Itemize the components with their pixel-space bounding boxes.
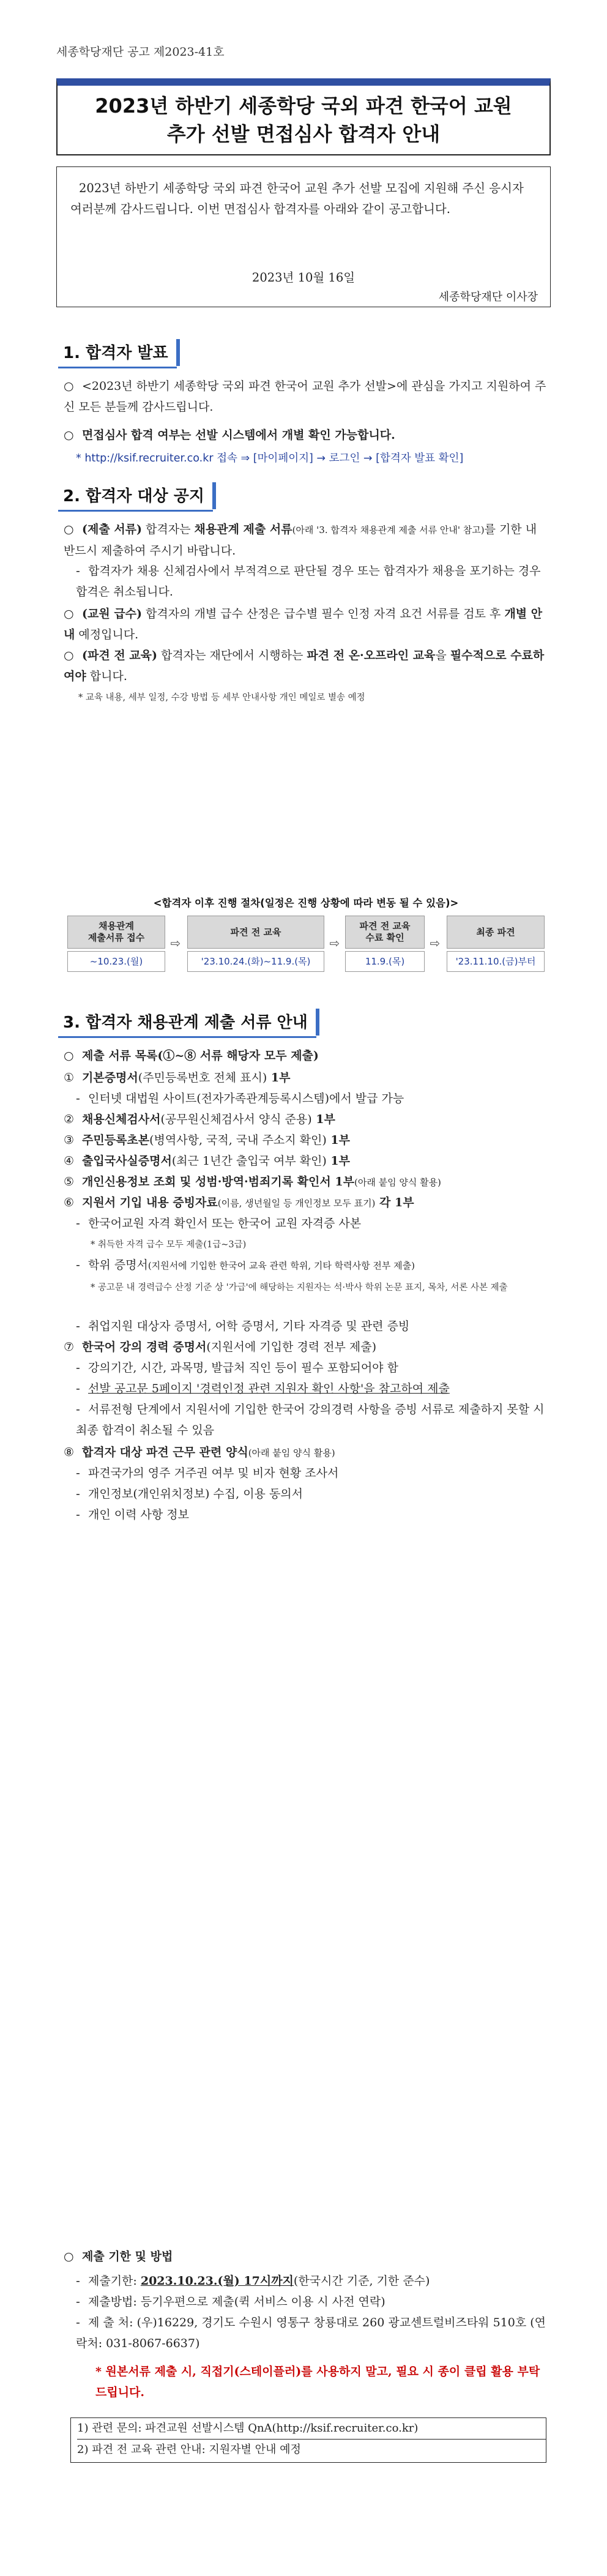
sec1-item1	[64, 376, 547, 417]
dash-bullet: -	[76, 2316, 80, 2329]
text: 합격자가 채용 신체검사에서 부적격으로 판단될 경우 또는 합격자가 채용을 포기하는 경우 합격은 취소됩니다.	[76, 564, 541, 599]
bold-text: 개별 안내	[64, 607, 543, 641]
doc-note: (병역사항, 국적, 국내 주소지 확인)	[149, 1133, 327, 1147]
doc-6-sub2-note: * 공고문 내 경력급수 산정 기준 상 '가급'에 해당하는 지원자는 석·박사 학위 논문 표지, 목차, 서론 사본 제출	[91, 1283, 508, 1293]
doc-count: 1부	[330, 1175, 354, 1189]
circle-bullet: ○	[64, 649, 74, 662]
dash-bullet: -	[76, 1258, 80, 1272]
doc-note: (아래 붙임 양식 활용)	[248, 1447, 335, 1458]
text: 합격자는 재단에서 시행하는	[157, 649, 307, 662]
sec2-sub-cancel	[76, 561, 547, 602]
doc-4	[64, 1151, 547, 1171]
doc-1-sub	[76, 1088, 547, 1109]
dash-bullet: -	[76, 2274, 80, 2288]
text: 한국어교원 자격 확인서 또는 한국어 교원 자격증 사본	[88, 1217, 362, 1230]
title-line1: 2023년 하반기 세종학당 국외 파견 한국어 교원	[95, 94, 512, 118]
text: 합격자의 개별 급수 산정은 급수별 필수 인정 자격 요건 서류를 검토 후	[142, 607, 505, 621]
dash-bullet: -	[76, 1092, 80, 1105]
number-marker: ①	[64, 1071, 75, 1085]
dash-bullet: -	[76, 2295, 80, 2309]
doc-6-sub1-note: * 취득한 자격 급수 모두 제출(1급~3급)	[91, 1240, 247, 1250]
circle-bullet: ○	[64, 1049, 74, 1062]
doc-title: 출입국사실증명서	[82, 1154, 172, 1168]
doc-title: 주민등록초본	[82, 1133, 150, 1147]
dash-bullet: -	[76, 1403, 80, 1416]
note: (아래 '3. 합격자 채용관계 제출 서류 안내' 참고)	[292, 525, 485, 536]
text: 을	[435, 649, 450, 662]
note: (지원서에 기입한 한국어 교육 관련 학위, 기타 학력사항 전부 제출)	[147, 1260, 415, 1271]
flow-step3-box	[345, 916, 425, 949]
flow-arrow-icon: ⇨	[329, 936, 340, 950]
flow-step2-box	[187, 916, 324, 949]
doc-1	[64, 1067, 547, 1088]
doc-6-sub2	[76, 1255, 547, 1276]
text: 합니다.	[86, 670, 127, 683]
doc-5	[64, 1171, 547, 1193]
number-marker: ②	[64, 1113, 75, 1126]
section2-heading: 2. 합격자 대상 공지	[58, 483, 213, 512]
doc-8-sub2	[76, 1484, 547, 1504]
flow-arrow-icon: ⇨	[430, 936, 441, 950]
sec2-training-note: * 교육 내용, 세부 일정, 수강 방법 등 세부 안내사항 개인 메일로 별송 예정	[78, 693, 365, 703]
title-box	[56, 78, 551, 155]
text: 제출 기한 및 방법	[82, 2250, 173, 2263]
circle-bullet: ○	[64, 2250, 74, 2263]
doc-6-sub3	[76, 1316, 547, 1337]
bold-text: 파견 전 온·오프라인 교육	[307, 649, 436, 662]
flow-step4-date: '23.11.10.(금)부터	[447, 951, 545, 972]
sec2-item-grade	[64, 603, 547, 645]
doc-7	[64, 1337, 547, 1357]
text: 를 기한 내 반드시 제출하여 주시기 바랍니다.	[64, 523, 537, 558]
sec1-item2	[64, 425, 547, 446]
flow-step2-date: '23.10.24.(화)~11.9.(목)	[187, 951, 324, 972]
bold-text: 채용관계 제출 서류	[194, 523, 292, 536]
text: 파견국가의 영주 거주권 여부 및 비자 현황 조사서	[88, 1466, 339, 1480]
sec3-list-head	[64, 1045, 547, 1066]
flow-step4-box	[447, 916, 545, 949]
section3-heading: 3. 합격자 채용관계 제출 서류 안내	[58, 1010, 316, 1038]
doc-title: 채용신체검사서	[82, 1113, 161, 1126]
number-marker: ⑦	[64, 1340, 75, 1354]
deadline-address	[76, 2312, 547, 2354]
title-line2: 추가 선발 면접심사 합격자 안내	[166, 122, 441, 146]
flow-step1-label: 채용관계 제출서류 접수	[88, 920, 145, 943]
sec1-item2-text: 면접심사 합격 여부는 선발 시스템에서 개별 확인 가능합니다.	[82, 428, 395, 442]
reference-box	[70, 2417, 546, 2463]
number-marker: ⑧	[64, 1446, 75, 1459]
text: 취업지원 대상자 증명서, 어학 증명서, 기타 자격증 및 관련 증빙	[88, 1320, 410, 1333]
doc-7-sub2	[76, 1378, 547, 1399]
dash-bullet: -	[76, 564, 80, 578]
number-marker: ⑤	[64, 1175, 75, 1189]
doc-count: 1부	[311, 1113, 335, 1126]
flow-step1-date: ~10.23.(월)	[67, 951, 165, 972]
doc-note: (공무원신체검사서 양식 준용)	[160, 1113, 312, 1126]
doc-3	[64, 1130, 547, 1151]
doc-7-sub3	[76, 1399, 547, 1441]
flow-step2-label: 파견 전 교육	[230, 926, 281, 938]
doc-note: (아래 붙임 양식 활용)	[354, 1177, 441, 1188]
number-marker: ③	[64, 1133, 75, 1147]
flow-step3-date: 11.9.(목)	[345, 951, 425, 972]
doc-title: 개인신용정보 조회 및 성범·방역·범죄기록 확인서	[82, 1175, 331, 1189]
deadline-head	[64, 2246, 547, 2267]
dash-bullet: -	[76, 1508, 80, 1521]
text: 인터넷 대법원 사이트(전자가족관계등록시스템)에서 발급 가능	[88, 1092, 404, 1105]
doc-count: 1부	[267, 1071, 291, 1085]
doc-8-sub3	[76, 1504, 547, 1525]
deadline-date	[76, 2271, 547, 2291]
doc-note: (최근 1년간 출입국 여부 확인)	[171, 1154, 327, 1168]
sec1-item1-text: <2023년 하반기 세종학당 국외 파견 한국어 교원 추가 선발>에 관심을 가지고 지원하여 주신 모든 분들께 감사드립니다.	[64, 379, 546, 414]
label: (교원 급수)	[82, 607, 143, 621]
text: 합격자는	[142, 523, 195, 536]
deadline-value: 2023.10.23.(월) 17시까지	[140, 2274, 294, 2288]
text: 서류전형 단계에서 지원서에 기입한 한국어 강의경력 사항을 증빙 서류로 제출하지 못할 시 최종 합격이 취소될 수 있음	[76, 1403, 545, 1437]
notice-number: 세종학당재단 공고 제2023-41호	[56, 45, 225, 59]
bold-text: 필수적으로 수료하여야	[64, 649, 545, 683]
dash-bullet: -	[76, 1382, 80, 1395]
reference-training: 2) 파견 전 교육 관련 안내: 지원자별 안내 예정	[77, 2443, 301, 2456]
intro-box	[56, 166, 551, 307]
doc-2	[64, 1109, 547, 1130]
number-marker: ④	[64, 1154, 75, 1168]
doc-title: 기본증명서	[82, 1071, 138, 1085]
dash-bullet: -	[76, 1466, 80, 1480]
flow-step1-box	[67, 916, 165, 949]
doc-7-sub1	[76, 1357, 547, 1378]
original-document-warning: * 원본서류 제출 시, 직접기(스테이플러)를 사용하지 말고, 필요 시 종이 클립 활용 부탁드립니다.	[95, 2365, 540, 2399]
reference-inquiry: 1) 관련 문의: 파견교원 선발시스템 QnA(http://ksif.recruiter.co.kr)	[77, 2418, 546, 2440]
flow-arrow-icon: ⇨	[170, 936, 181, 950]
doc-note: (지원서에 기입한 경력 전부 제출)	[206, 1340, 376, 1354]
label: (파견 전 교육)	[82, 649, 157, 662]
flow-title: <합격자 이후 진행 절차(일정은 진행 상황에 따라 변동 될 수 있음)>	[153, 897, 459, 909]
circle-bullet: ○	[64, 428, 74, 442]
doc-title: 지원서 기입 내용 증빙자료	[82, 1196, 218, 1209]
dash-bullet: -	[76, 1361, 80, 1375]
text: 학위 증명서	[88, 1258, 148, 1272]
doc-title: 합격자 대상 파견 근무 관련 양식	[82, 1446, 248, 1459]
sec2-item-documents	[64, 519, 547, 561]
doc-6	[64, 1192, 547, 1214]
doc-count: 1부	[326, 1133, 350, 1147]
text: 예정입니다.	[75, 628, 139, 641]
circle-bullet: ○	[64, 523, 74, 536]
text: 제 출 처: (우)16229, 경기도 수원시 영통구 창룡대로 260 광교센트럴비즈타워 510호 (연락처: 031-8067-6637)	[76, 2316, 546, 2350]
flow-step4-label: 최종 파견	[476, 926, 515, 938]
doc-6-sub1	[76, 1213, 547, 1234]
doc-note: (주민등록번호 전체 표시)	[138, 1071, 267, 1085]
intro-signer: 세종학당재단 이사장	[438, 291, 538, 304]
doc-8-sub1	[76, 1463, 547, 1484]
text: 개인 이력 사항 정보	[88, 1508, 189, 1521]
text: 개인정보(개인위치정보) 수집, 이용 동의서	[88, 1487, 304, 1501]
dash-bullet: -	[76, 1487, 80, 1501]
doc-8	[64, 1442, 547, 1463]
doc-title: 한국어 강의 경력 증명서	[82, 1340, 207, 1354]
text: 강의기간, 시간, 과목명, 발급처 직인 등이 필수 포함되어야 함	[88, 1361, 398, 1375]
intro-date: 2023년 10월 16일	[251, 271, 356, 285]
dash-bullet: -	[76, 1320, 80, 1333]
section1-heading: 1. 합격자 발표	[58, 340, 177, 368]
intro-text: 2023년 하반기 세종학당 국외 파견 한국어 교원 추가 선발 모집에 지원해 주신 응시자 여러분께 감사드립니다. 이번 면접심사 합격자를 아래와 같이 공고합니다.	[70, 181, 524, 216]
text: (한국시간 기준, 기한 준수)	[293, 2274, 430, 2288]
circle-bullet: ○	[64, 607, 74, 621]
circle-bullet: ○	[64, 379, 74, 393]
dash-bullet: -	[76, 1217, 80, 1230]
doc-count: 각 1부	[375, 1196, 414, 1209]
label: (제출 서류)	[82, 523, 143, 536]
deadline-method	[76, 2291, 547, 2312]
label: 제출기한:	[88, 2274, 141, 2288]
doc-note: (이름, 생년월일 등 개인정보 모두 표기)	[217, 1198, 376, 1209]
doc-count: 1부	[326, 1154, 351, 1168]
text: 제출방법: 등기우편으로 제출(퀵 서비스 이용 시 사전 연락)	[88, 2295, 385, 2309]
flow-step3-label: 파견 전 교육 수료 확인	[359, 920, 411, 943]
result-link[interactable]: * http://ksif.recruiter.co.kr 접속 ⇒ [마이페이지] → 로그인 → [합격자 발표 확인]	[76, 452, 464, 465]
sec2-item-training	[64, 645, 547, 687]
text: 제출 서류 목록(①~⑧ 서류 해당자 모두 제출)	[82, 1049, 319, 1062]
number-marker: ⑥	[64, 1196, 75, 1209]
text: 선발 공고문 5페이지 '경력인정 관련 지원자 확인 사항'을 참고하여 제출	[88, 1382, 450, 1395]
